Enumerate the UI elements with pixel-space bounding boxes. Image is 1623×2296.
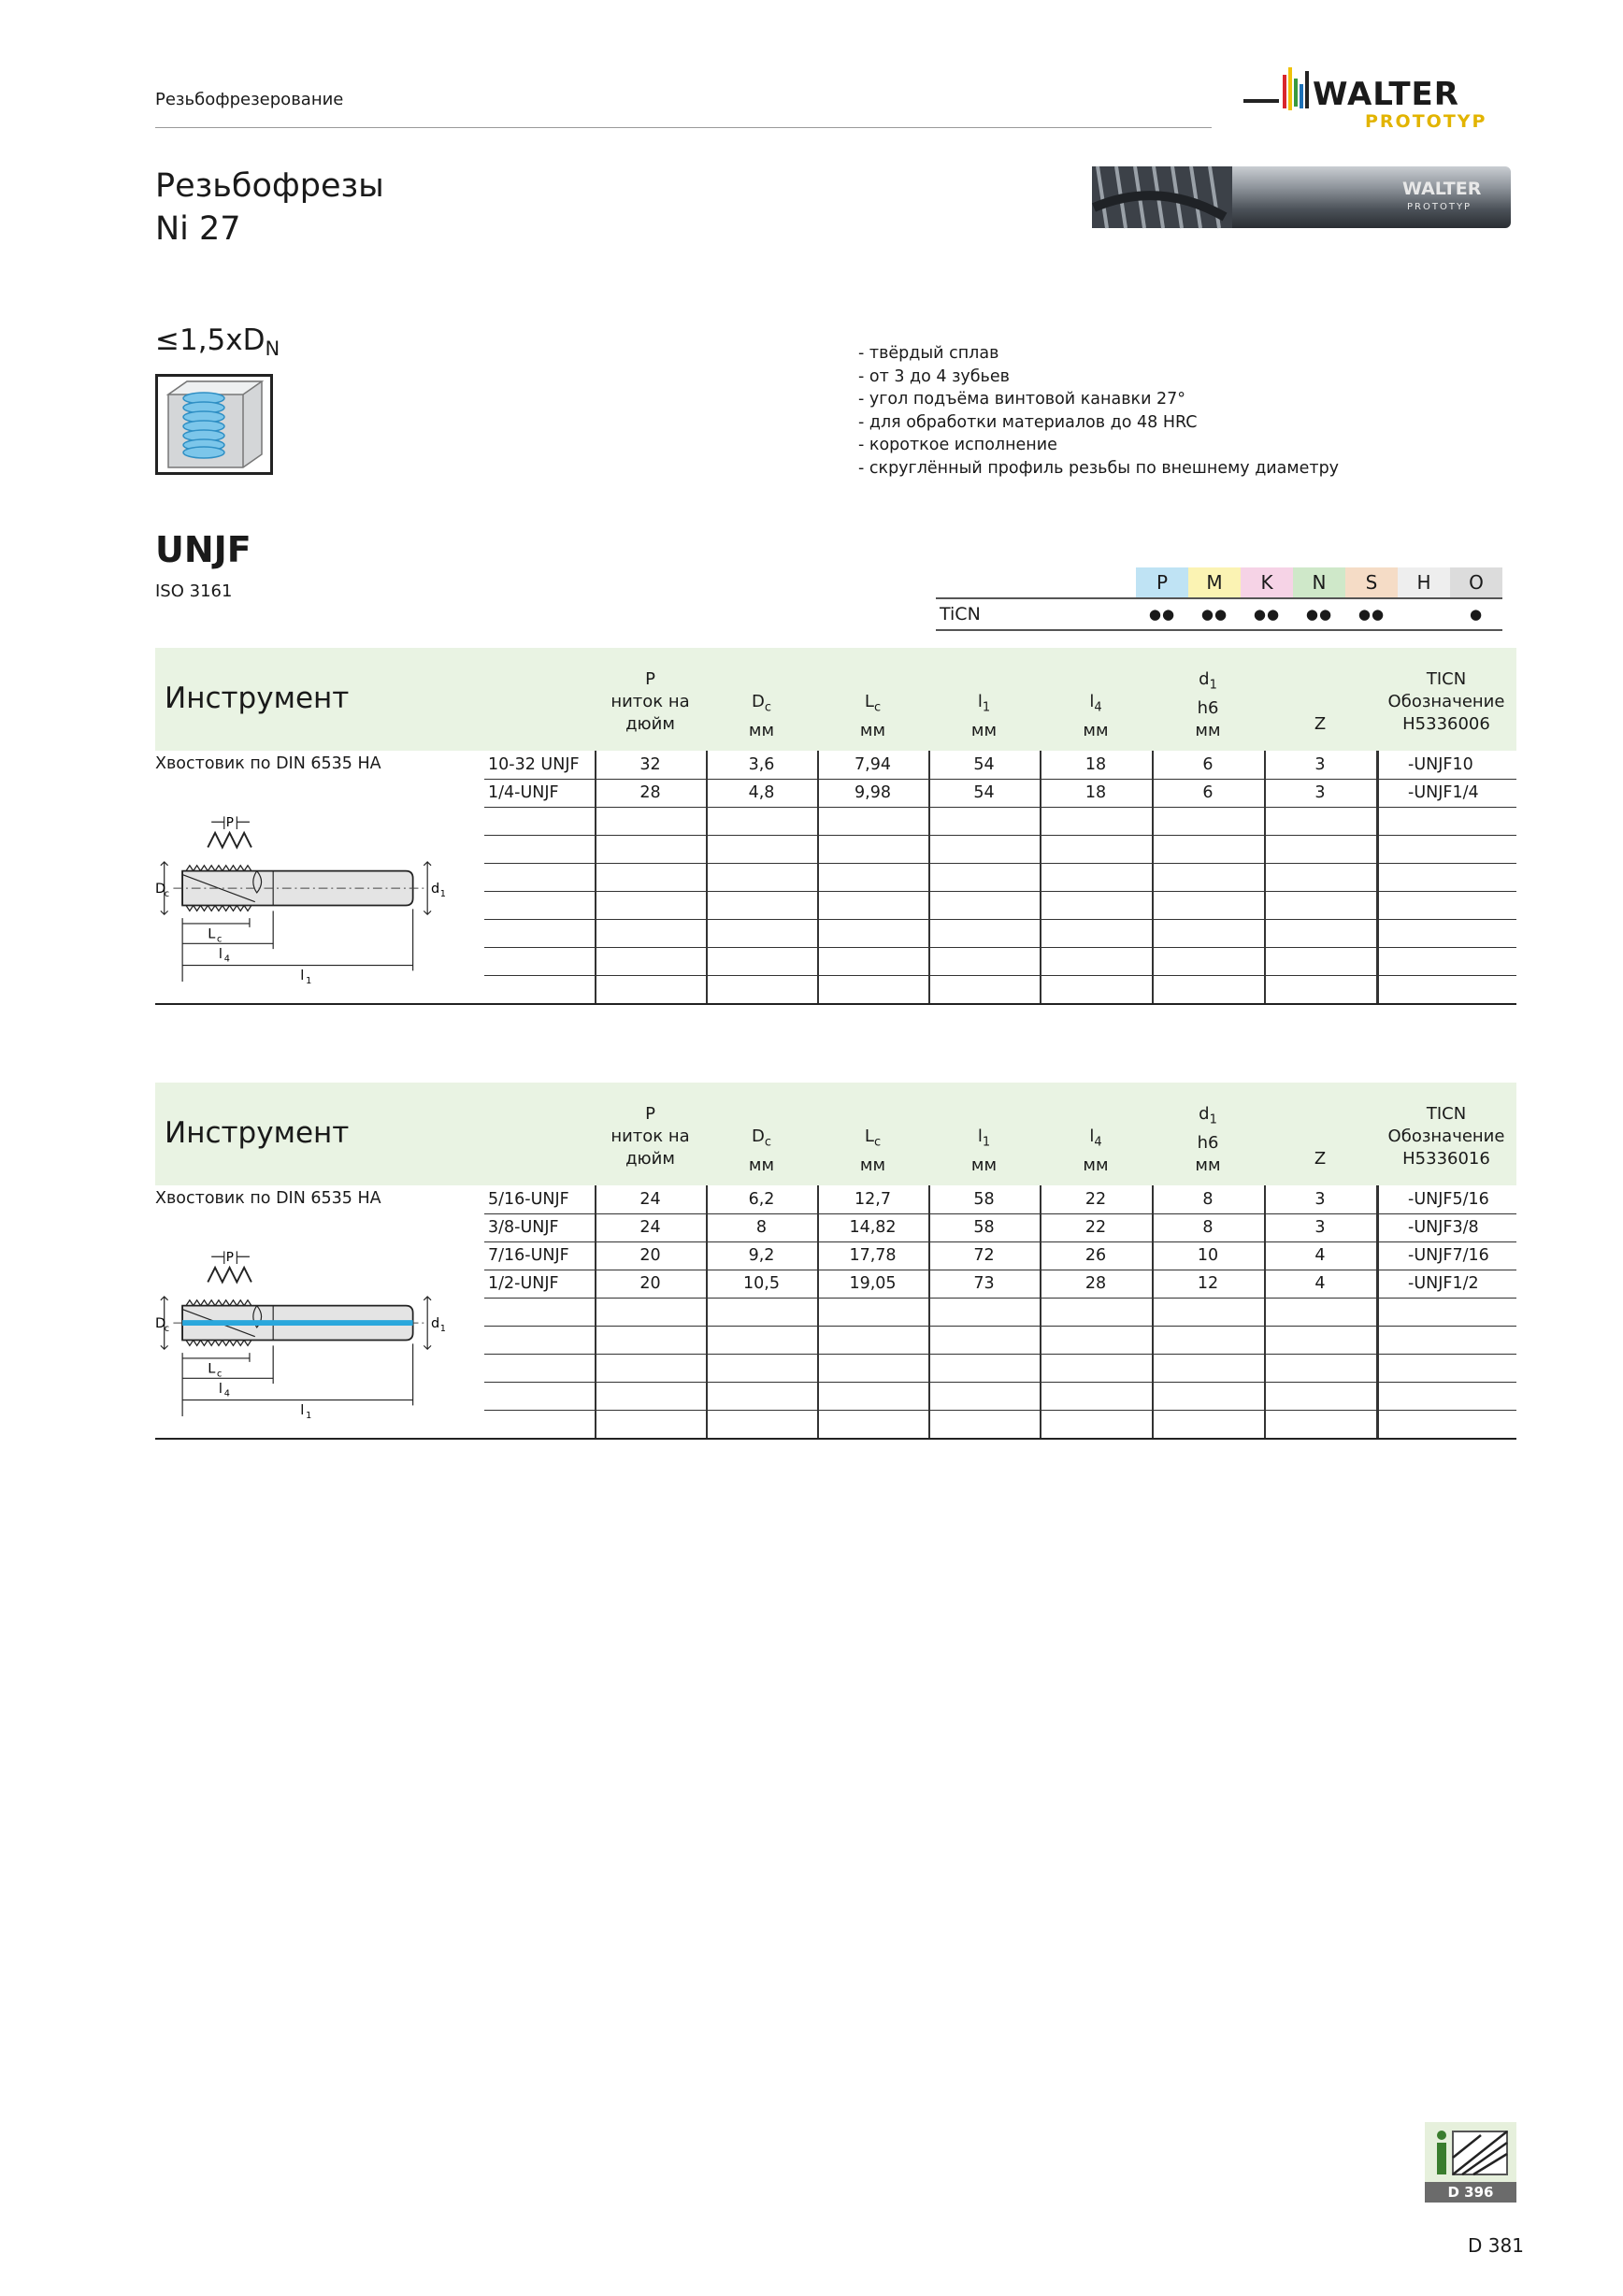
column-header-line [1152, 668, 1264, 697]
column-header-line: h6 [1197, 697, 1219, 718]
page-title [155, 165, 384, 251]
header-subscript: c [764, 700, 772, 715]
material-group-header-row [936, 567, 1502, 598]
page-number: D 381 [1468, 2234, 1524, 2257]
column-header-line [928, 1126, 1040, 1155]
lc-label: L [208, 926, 216, 942]
lc-subscript: c [217, 1369, 223, 1380]
depth-capacity [155, 323, 280, 360]
column-header-line: мм [1083, 720, 1109, 740]
table-cell-d1: 8 [1202, 1218, 1214, 1237]
feature-item: - угол подъёма винтовой канавки 27° [858, 390, 1186, 409]
table-cell-p: 32 [639, 755, 661, 774]
header-symbol: d [1199, 669, 1210, 689]
header-subscript: c [873, 700, 882, 715]
header-symbol: l [977, 692, 983, 711]
header-subscript: 4 [1094, 700, 1102, 715]
l1-label: l [300, 968, 305, 984]
header-symbol: L [864, 692, 874, 711]
rating-k: ●● [1241, 598, 1293, 630]
product-table-2 [155, 1083, 1516, 1447]
column-header-lc [817, 1126, 928, 1177]
table-cell-l4: 18 [1084, 783, 1107, 802]
column-header-line: мм [1083, 1155, 1109, 1175]
column-header-code [1376, 668, 1516, 736]
table-cell-code: -UNJF5/16 [1408, 1190, 1489, 1209]
tool-drawing [155, 1223, 464, 1432]
column-header-code [1376, 1103, 1516, 1170]
material-group-s: S [1345, 567, 1398, 598]
pitch-label: P [225, 815, 234, 831]
table-header-tool: Инструмент [165, 1116, 350, 1150]
table-cell-l4: 22 [1084, 1190, 1107, 1209]
header-symbol: L [864, 1126, 874, 1146]
header-subscript: c [764, 1135, 772, 1150]
header-symbol: l [1089, 692, 1095, 711]
dc-subscript: c [164, 1323, 170, 1334]
table-cell-l1: 54 [973, 783, 995, 802]
column-header-line: мм [1195, 720, 1221, 740]
column-header-l1 [928, 691, 1040, 742]
table-header-tool: Инструмент [165, 682, 350, 715]
iso-standard: ISO 3161 [155, 581, 233, 601]
column-header-line: P [645, 669, 655, 689]
material-groups-table [936, 567, 1502, 631]
feature-item: - скруглённый профиль резьбы по внешнему диаметру [858, 458, 1340, 478]
column-header-line: мм [970, 1155, 998, 1175]
table-cell-dc: 4,8 [748, 783, 775, 802]
row-divider [484, 863, 1516, 864]
d1-subscript: 1 [439, 1323, 446, 1334]
table-cell-size: 1/4-UNJF [488, 783, 559, 802]
table-cell-lc: 12,7 [855, 1190, 891, 1209]
photo-logo-text: WALTER [1402, 179, 1482, 199]
rating-s: ●● [1345, 598, 1398, 630]
thread-standard: UNJF [155, 529, 251, 570]
rating-o: ● [1450, 598, 1502, 630]
column-header-line: мм [970, 720, 998, 740]
title-line-2: Ni 27 [155, 210, 241, 248]
dc-label: D [155, 1314, 166, 1331]
column-header-line: h6 [1197, 1132, 1219, 1153]
column-header-dc [706, 1126, 817, 1177]
header-symbol: d [1199, 1104, 1210, 1124]
l1-label: l [300, 1402, 305, 1419]
table-cell-dc: 6,2 [748, 1190, 775, 1209]
lc-label: L [208, 1360, 216, 1377]
column-header-d1 [1152, 668, 1264, 742]
table-cell-dc: 3,6 [748, 755, 775, 774]
table-cell-lc: 9,98 [855, 783, 891, 802]
photo-logo-subtext: PROTOTYP [1407, 202, 1472, 212]
table-cell-l1: 73 [973, 1274, 995, 1293]
header-symbol: l [977, 1126, 983, 1146]
tool-dimension-drawing [155, 788, 464, 994]
l4-subscript: 4 [223, 1388, 230, 1399]
column-header-line: мм [859, 1155, 886, 1175]
column-divider [1376, 751, 1379, 1003]
table-cell-d1: 12 [1197, 1274, 1219, 1293]
product-table-1 [155, 648, 1516, 1012]
column-header-l4 [1040, 1126, 1152, 1177]
column-header-line: дюйм [625, 714, 675, 734]
column-header-line: P [645, 1104, 655, 1124]
table-cell-z: 4 [1314, 1274, 1326, 1293]
header-subscript: 1 [1209, 1112, 1217, 1127]
column-header-line [817, 691, 928, 720]
column-header-line: Z [1314, 1149, 1327, 1169]
table-cell-l1: 58 [973, 1218, 995, 1237]
lc-subscript: c [217, 934, 223, 945]
logo-subword: PROTOTYP [1365, 111, 1487, 132]
column-header-dc [706, 691, 817, 742]
table-cell-l4: 22 [1084, 1218, 1107, 1237]
header-symbol: l [1089, 1126, 1095, 1146]
l4-label: l [218, 1380, 223, 1397]
info-reference-icon [1425, 2122, 1516, 2203]
table-cell-z: 3 [1314, 1190, 1326, 1209]
l4-label: l [218, 945, 223, 962]
column-header-line [1040, 1126, 1152, 1155]
column-header-line: мм [748, 1155, 775, 1175]
l1-subscript: 1 [306, 1411, 312, 1421]
column-header-line: ниток на [610, 1126, 690, 1146]
d1-label: d [431, 1314, 440, 1331]
table-cell-size: 1/2-UNJF [488, 1274, 559, 1293]
column-header-lc [817, 691, 928, 742]
row-divider [484, 835, 1516, 836]
table-cell-lc: 7,94 [855, 755, 891, 774]
material-group-o: O [1450, 567, 1502, 598]
header-symbol: D [751, 692, 765, 711]
column-header-line: ниток на [610, 692, 690, 711]
row-divider [484, 1298, 1516, 1299]
title-line-1: Резьбофрезы [155, 167, 384, 205]
header-subscript: 1 [982, 700, 991, 715]
table-cell-d1: 6 [1202, 755, 1214, 774]
feature-item: - короткое исполнение [858, 436, 1057, 454]
table-bottom-rule [155, 1003, 1516, 1005]
table-cell-p: 24 [639, 1218, 661, 1237]
column-header-line: TICN [1426, 669, 1467, 689]
column-header-line: Z [1314, 714, 1327, 734]
column-header-l4 [1040, 691, 1152, 742]
column-header-line: мм [748, 720, 775, 740]
column-header-line: H5336006 [1402, 714, 1490, 734]
row-divider [484, 975, 1516, 976]
logo-wordmark: WALTER [1313, 76, 1459, 113]
row-divider [484, 891, 1516, 892]
header-subscript: c [873, 1135, 882, 1150]
header-subscript: 4 [1094, 1135, 1102, 1150]
table-cell-p: 20 [639, 1274, 661, 1293]
row-divider [484, 919, 1516, 920]
table-cell-lc: 14,82 [849, 1218, 897, 1237]
depth-subscript: N [265, 337, 280, 360]
dc-label: D [155, 880, 166, 897]
table-cell-l1: 58 [973, 1190, 995, 1209]
row-divider [484, 807, 1516, 808]
column-header-line: дюйм [625, 1149, 675, 1169]
table-cell-z: 3 [1314, 1218, 1326, 1237]
table-cell-code: -UNJF3/8 [1408, 1218, 1479, 1237]
header-subscript: 1 [1209, 678, 1217, 693]
column-header-line [817, 1126, 928, 1155]
column-header-line: Обозначение [1387, 1126, 1505, 1146]
material-group-n: N [1293, 567, 1345, 598]
column-header-line: TICN [1426, 1104, 1467, 1124]
threaded-hole-icon [155, 374, 273, 475]
table-cell-code: -UNJF1/4 [1408, 783, 1479, 802]
table-cell-p: 28 [639, 783, 661, 802]
table-cell-code: -UNJF10 [1408, 755, 1473, 774]
table-cell-d1: 6 [1202, 783, 1214, 802]
column-header-p [595, 668, 706, 736]
blank-cell [936, 567, 1136, 598]
row-divider [484, 1410, 1516, 1411]
row-divider [484, 1382, 1516, 1383]
rating-n: ●● [1293, 598, 1345, 630]
reference-page-label: D 396 [1447, 2184, 1494, 2201]
table-cell-l4: 18 [1084, 755, 1107, 774]
column-header-line [706, 691, 817, 720]
column-divider [1376, 1185, 1379, 1438]
table-cell-d1: 8 [1202, 1190, 1214, 1209]
row-divider [484, 947, 1516, 948]
table-cell-d1: 10 [1197, 1246, 1219, 1265]
table-cell-size: 3/8-UNJF [488, 1218, 559, 1237]
column-header-line: мм [1195, 1155, 1221, 1175]
walter-prototyp-logo [1234, 56, 1515, 140]
table-cell-p: 20 [639, 1246, 661, 1265]
section-label: Резьбофрезерование [155, 90, 344, 109]
d1-label: d [431, 880, 440, 897]
column-header-p [595, 1103, 706, 1170]
table-cell-z: 3 [1314, 783, 1326, 802]
table-cell-lc: 19,05 [849, 1274, 897, 1293]
shank-label: Хвостовик по DIN 6535 HA [155, 1189, 381, 1208]
header-symbol: D [751, 1126, 765, 1146]
d1-subscript: 1 [439, 888, 446, 899]
column-header-z [1264, 713, 1376, 736]
feature-item: - от 3 до 4 зубьев [858, 366, 1010, 386]
coating-label: TiCN [936, 598, 1136, 630]
header-divider [155, 127, 1212, 128]
column-header-l1 [928, 1126, 1040, 1177]
column-header-d1 [1152, 1103, 1264, 1177]
table-cell-size: 5/16-UNJF [488, 1190, 569, 1209]
table-cell-dc: 10,5 [743, 1274, 780, 1293]
thread-mill-photo [1084, 161, 1515, 234]
feature-item: - для обработки материалов до 48 HRC [858, 412, 1198, 432]
feature-item: - твёрдый сплав [858, 344, 999, 363]
table-cell-l4: 28 [1084, 1274, 1107, 1293]
material-group-h: H [1398, 567, 1450, 598]
table-cell-l1: 72 [973, 1246, 995, 1265]
table-cell-size: 10-32 UNJF [488, 755, 580, 774]
shank-label: Хвостовик по DIN 6535 HA [155, 754, 381, 773]
table-cell-z: 3 [1314, 755, 1326, 774]
table-cell-l4: 26 [1084, 1246, 1107, 1265]
row-divider [484, 1326, 1516, 1327]
table-cell-l1: 54 [973, 755, 995, 774]
dc-subscript: c [164, 888, 170, 899]
l1-subscript: 1 [306, 976, 312, 986]
column-header-line: мм [859, 720, 886, 740]
column-header-line [706, 1126, 817, 1155]
column-header-line [928, 691, 1040, 720]
column-header-line: H5336016 [1402, 1149, 1490, 1169]
tool-drawing [155, 788, 464, 997]
table-cell-code: -UNJF7/16 [1408, 1246, 1489, 1265]
table-cell-dc: 8 [755, 1218, 768, 1237]
material-group-k: K [1241, 567, 1293, 598]
header-subscript: 1 [982, 1135, 991, 1150]
table-cell-z: 4 [1314, 1246, 1326, 1265]
table-cell-size: 7/16-UNJF [488, 1246, 569, 1265]
column-header-line [1040, 691, 1152, 720]
l4-subscript: 4 [223, 954, 230, 965]
rating-p: ●● [1136, 598, 1188, 630]
column-header-line: Обозначение [1387, 692, 1505, 711]
material-group-m: M [1188, 567, 1241, 598]
rating-h [1398, 598, 1450, 630]
row-divider [484, 1354, 1516, 1355]
table-cell-dc: 9,2 [748, 1246, 775, 1265]
table-cell-code: -UNJF1/2 [1408, 1274, 1479, 1293]
table-cell-p: 24 [639, 1190, 661, 1209]
pitch-label: P [225, 1250, 234, 1266]
feature-list [858, 342, 1339, 480]
tool-dimension-drawing [155, 1223, 464, 1428]
column-header-z [1264, 1148, 1376, 1170]
column-header-line [1152, 1103, 1264, 1132]
material-group-p: P [1136, 567, 1188, 598]
table-cell-lc: 17,78 [849, 1246, 897, 1265]
coating-rating-row [936, 598, 1502, 630]
rating-m: ●● [1188, 598, 1241, 630]
table-bottom-rule [155, 1438, 1516, 1440]
depth-text: ≤1,5xD [155, 323, 266, 357]
